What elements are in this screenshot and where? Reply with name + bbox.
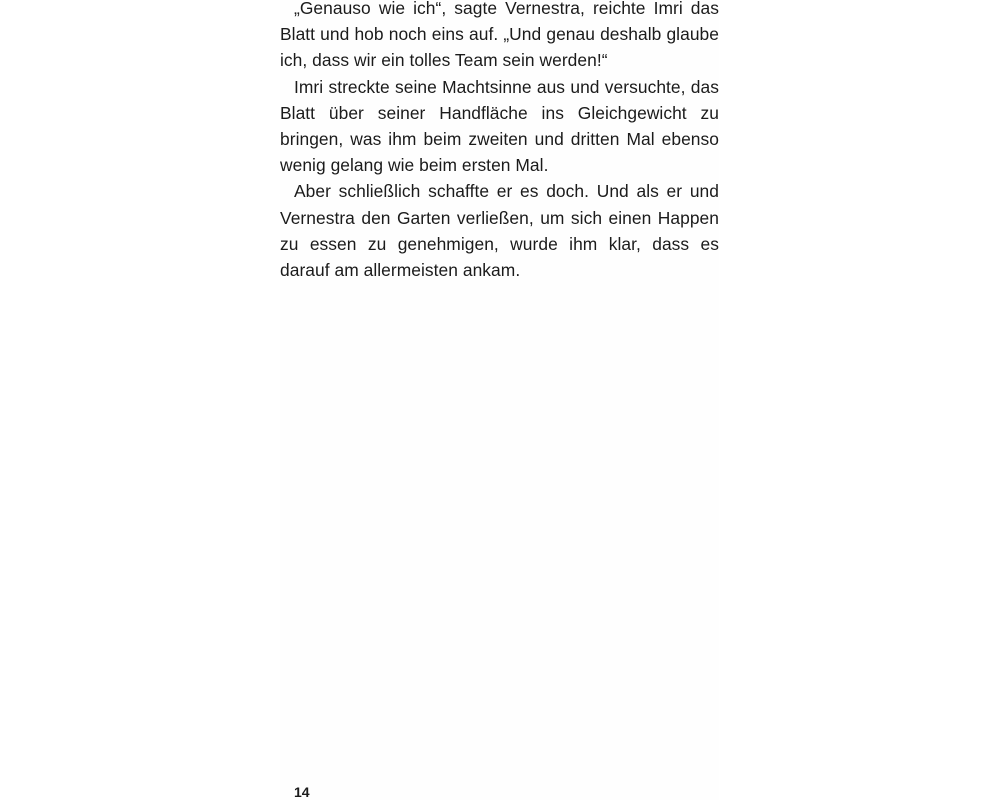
paragraph-dialogue: „Genauso wie ich“, sagte Vernestra, reichte Imri das Blatt und hob noch eins auf. „Und genau deshalb glaube ich, dass wir ein tolles Team sein werden!“ (280, 0, 719, 71)
paragraph-conclusion: Aber schließlich schaffte er es doch. Und als er und Vernestra den Garten verließen, um sich einen Happen zu essen zu genehmigen, wurde ihm klar, dass es darauf am allermeisten ankam. (280, 181, 719, 281)
text-column (280, 0, 719, 283)
page-number: 14 (294, 784, 310, 800)
paragraph-force-balance: Imri streckte seine Machtsinne aus und versuchte, das Blatt über seiner Handfläche ins Gleichgewicht zu bringen, was ihm beim zweiten und dritten Mal ebenso wenig gelang wie beim ersten Mal. (280, 76, 719, 176)
